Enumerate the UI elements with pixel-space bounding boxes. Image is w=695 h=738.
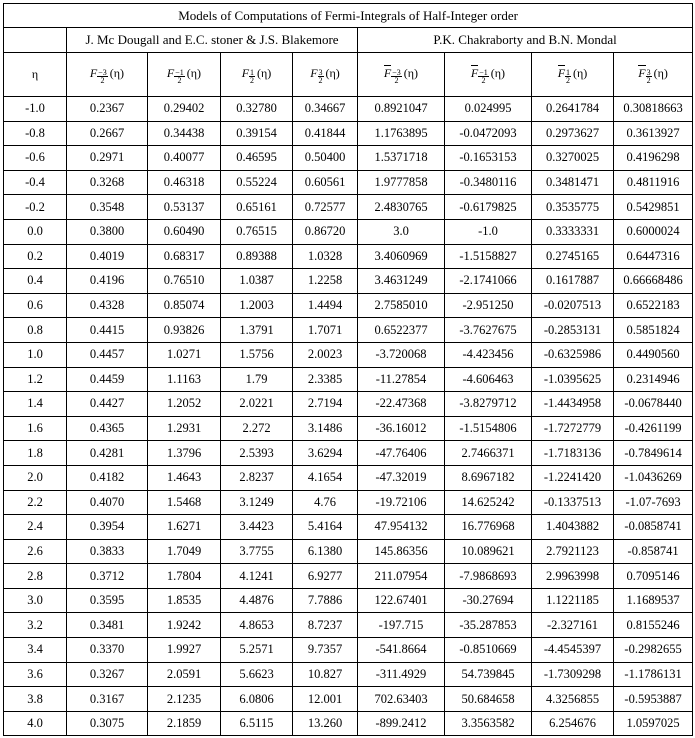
table-cell: 1.1689537	[614, 588, 693, 613]
table-cell: 1.5756	[221, 342, 293, 367]
table-cell: 5.6623	[221, 662, 293, 687]
table-cell: -899.2412	[358, 711, 445, 736]
table-cell: 6.0806	[221, 687, 293, 712]
table-row	[4, 687, 693, 712]
table-cell: 0.66668486	[614, 269, 693, 294]
table-cell: 2.9963998	[532, 564, 614, 589]
table-cell: 0.41844	[293, 121, 358, 146]
table-cell: 0.4019	[67, 244, 148, 269]
eta-value-cell: 0.6	[4, 293, 67, 318]
table-cell: 0.46595	[221, 146, 293, 171]
table-cell: 1.0328	[293, 244, 358, 269]
table-cell: -0.3480116	[445, 170, 532, 195]
table-cell: 3.4060969	[358, 244, 445, 269]
table-cell: 0.3481471	[532, 170, 614, 195]
table-cell: 0.30818663	[614, 97, 693, 122]
table-cell: 1.9242	[148, 613, 221, 638]
table-cell: -47.76406	[358, 441, 445, 466]
table-row	[4, 219, 693, 244]
table-row	[4, 441, 693, 466]
eta-value-cell: 2.2	[4, 490, 67, 515]
table-cell: 0.1617887	[532, 269, 614, 294]
table-cell: 0.4365	[67, 416, 148, 441]
table-row	[4, 244, 693, 269]
fermi-integral-column-header: F $\frac{3}{2}$ (η)	[614, 53, 693, 97]
eta-value-cell: 3.6	[4, 662, 67, 687]
table-cell: 8.6967182	[445, 465, 532, 490]
table-cell: 1.2931	[148, 416, 221, 441]
table-row	[4, 367, 693, 392]
table-cell: -0.858741	[614, 539, 693, 564]
eta-value-cell: 2.6	[4, 539, 67, 564]
table-cell: 9.7357	[293, 638, 358, 663]
table-row	[4, 711, 693, 736]
table-cell: 4.1241	[221, 564, 293, 589]
table-row	[4, 170, 693, 195]
table-cell: -4.4545397	[532, 638, 614, 663]
table-cell: 0.89388	[221, 244, 293, 269]
table-cell: -311.4929	[358, 662, 445, 687]
table-cell: 0.3595	[67, 588, 148, 613]
table-cell: 0.4182	[67, 465, 148, 490]
table-cell: 0.3267	[67, 662, 148, 687]
table-cell: 6.254676	[532, 711, 614, 736]
table-cell: 0.85074	[148, 293, 221, 318]
table-cell: 0.4415	[67, 318, 148, 343]
table-cell: 1.4494	[293, 293, 358, 318]
eta-value-cell: 1.4	[4, 392, 67, 417]
table-cell: -1.0436269	[614, 465, 693, 490]
table-cell: -0.8510669	[445, 638, 532, 663]
table-cell: 0.3167	[67, 687, 148, 712]
table-row	[4, 662, 693, 687]
table-cell: 1.5371718	[358, 146, 445, 171]
table-cell: -30.27694	[445, 588, 532, 613]
eta-value-cell: 1.8	[4, 441, 67, 466]
table-cell: -0.4261199	[614, 416, 693, 441]
table-cell: 0.2641784	[532, 97, 614, 122]
table-cell: -1.0	[445, 219, 532, 244]
eta-value-cell: 3.8	[4, 687, 67, 712]
table-cell: 4.1654	[293, 465, 358, 490]
table-cell: -2.1741066	[445, 269, 532, 294]
table-cell: 0.3481	[67, 613, 148, 638]
table-cell: 54.739845	[445, 662, 532, 687]
table-cell: 0.3712	[67, 564, 148, 589]
table-cell: 1.9777858	[358, 170, 445, 195]
table-cell: 50.684658	[445, 687, 532, 712]
table-cell: 0.6522183	[614, 293, 693, 318]
table-cell: 0.4427	[67, 392, 148, 417]
eta-value-cell: 4.0	[4, 711, 67, 736]
table-cell: -3.8279712	[445, 392, 532, 417]
table-cell: 5.2571	[221, 638, 293, 663]
eta-value-cell: -0.6	[4, 146, 67, 171]
table-cell: 1.6271	[148, 515, 221, 540]
table-cell: 0.3613927	[614, 121, 693, 146]
table-cell: 0.6522377	[358, 318, 445, 343]
table-cell: -2.327161	[532, 613, 614, 638]
table-body	[4, 97, 693, 736]
table-cell: 3.4631249	[358, 269, 445, 294]
eta-value-cell: 1.6	[4, 416, 67, 441]
table-row	[4, 539, 693, 564]
table-cell: 4.4876	[221, 588, 293, 613]
table-cell: 3.1249	[221, 490, 293, 515]
table-cell: 2.5393	[221, 441, 293, 466]
table-cell: 0.3075	[67, 711, 148, 736]
table-row	[4, 392, 693, 417]
table-cell: 0.3548	[67, 195, 148, 220]
table-cell: 0.4459	[67, 367, 148, 392]
fermi-integral-column-header: F $\frac{-3}{2}$ (η)	[358, 53, 445, 97]
table-cell: -1.07-7693	[614, 490, 693, 515]
table-cell: 1.2003	[221, 293, 293, 318]
table-cell: -35.287853	[445, 613, 532, 638]
table-cell: -0.1653153	[445, 146, 532, 171]
table-cell: 1.3791	[221, 318, 293, 343]
table-cell: 1.4043882	[532, 515, 614, 540]
table-cell: 0.53137	[148, 195, 221, 220]
table-cell: 2.272	[221, 416, 293, 441]
eta-value-cell: 3.2	[4, 613, 67, 638]
table-cell: 8.7237	[293, 613, 358, 638]
table-cell: 1.1763895	[358, 121, 445, 146]
table-cell: -0.7849614	[614, 441, 693, 466]
group-header-mcdougall-blakemore: J. Mc Dougall and E.C. stoner & J.S. Blakemore	[67, 28, 358, 53]
table-cell: 7.7886	[293, 588, 358, 613]
table-cell: 0.72577	[293, 195, 358, 220]
table-cell: 0.4490560	[614, 342, 693, 367]
table-cell: -47.32019	[358, 465, 445, 490]
eta-value-cell: 2.0	[4, 465, 67, 490]
table-cell: 1.2052	[148, 392, 221, 417]
table-cell: -0.0678440	[614, 392, 693, 417]
table-cell: 2.4830765	[358, 195, 445, 220]
table-cell: 0.024995	[445, 97, 532, 122]
table-cell: 702.63403	[358, 687, 445, 712]
table-cell: 2.1859	[148, 711, 221, 736]
table-cell: -0.0472093	[445, 121, 532, 146]
table-cell: 0.3833	[67, 539, 148, 564]
table-row	[4, 269, 693, 294]
table-cell: -1.4434958	[532, 392, 614, 417]
table-title: Models of Computations of Fermi-Integrals of Half-Integer order	[4, 4, 693, 28]
table-cell: 0.3800	[67, 219, 148, 244]
table-cell: 16.776968	[445, 515, 532, 540]
table-cell: 0.39154	[221, 121, 293, 146]
table-cell: -0.5953887	[614, 687, 693, 712]
table-cell: 0.2667	[67, 121, 148, 146]
table-cell: 4.8653	[221, 613, 293, 638]
table-cell: -1.5158827	[445, 244, 532, 269]
table-cell: 145.86356	[358, 539, 445, 564]
table-cell: -0.0207513	[532, 293, 614, 318]
table-cell: 0.68317	[148, 244, 221, 269]
table-cell: 2.7921123	[532, 539, 614, 564]
fermi-integral-column-header: F $\frac{-1}{2}$ (η)	[445, 53, 532, 97]
table-row	[4, 416, 693, 441]
table-cell: 1.1221185	[532, 588, 614, 613]
table-cell: 0.86720	[293, 219, 358, 244]
table-cell: 3.4423	[221, 515, 293, 540]
table-row	[4, 564, 693, 589]
table-cell: 0.55224	[221, 170, 293, 195]
table-cell: 0.2314946	[614, 367, 693, 392]
table-cell: 10.089621	[445, 539, 532, 564]
table-cell: 0.8155246	[614, 613, 693, 638]
table-cell: 2.7466371	[445, 441, 532, 466]
table-cell: 0.2971	[67, 146, 148, 171]
table-cell: -1.1786131	[614, 662, 693, 687]
table-cell: -197.715	[358, 613, 445, 638]
eta-value-cell: 2.8	[4, 564, 67, 589]
table-row	[4, 195, 693, 220]
table-cell: 0.6447316	[614, 244, 693, 269]
eta-column-header: η	[4, 53, 67, 97]
table-cell: 0.3270025	[532, 146, 614, 171]
table-cell: 1.2258	[293, 269, 358, 294]
table-cell: 1.0271	[148, 342, 221, 367]
table-cell: 0.2745165	[532, 244, 614, 269]
table-row	[4, 97, 693, 122]
eta-value-cell: 0.2	[4, 244, 67, 269]
table-cell: 6.9277	[293, 564, 358, 589]
table-cell: 2.3385	[293, 367, 358, 392]
table-row	[4, 121, 693, 146]
table-cell: 0.34667	[293, 97, 358, 122]
table-cell: 5.4164	[293, 515, 358, 540]
eta-value-cell: 0.0	[4, 219, 67, 244]
group-header-chakraborty-mondal: P.K. Chakraborty and B.N. Mondal	[358, 28, 693, 53]
table-row	[4, 146, 693, 171]
table-cell: 4.76	[293, 490, 358, 515]
table-cell: 0.34438	[148, 121, 221, 146]
table-cell: 0.4811916	[614, 170, 693, 195]
table-cell: -7.9868693	[445, 564, 532, 589]
eta-value-cell: 1.0	[4, 342, 67, 367]
table-cell: 0.2367	[67, 97, 148, 122]
table-cell: 2.0221	[221, 392, 293, 417]
table-cell: 3.0	[358, 219, 445, 244]
table-cell: 3.3563582	[445, 711, 532, 736]
table-cell: 1.1163	[148, 367, 221, 392]
table-cell: 6.1380	[293, 539, 358, 564]
table-cell: 0.3268	[67, 170, 148, 195]
table-cell: 0.3535775	[532, 195, 614, 220]
table-cell: 0.50400	[293, 146, 358, 171]
table-row	[4, 293, 693, 318]
table-cell: -22.47368	[358, 392, 445, 417]
table-cell: -4.606463	[445, 367, 532, 392]
fermi-integral-column-header: F $\frac{-1}{2}$ (η)	[148, 53, 221, 97]
table-cell: -0.0858741	[614, 515, 693, 540]
table-cell: 12.001	[293, 687, 358, 712]
table-cell: 0.32780	[221, 97, 293, 122]
table-cell: 1.4643	[148, 465, 221, 490]
table-cell: 3.7755	[221, 539, 293, 564]
table-cell: 10.827	[293, 662, 358, 687]
table-cell: 2.8237	[221, 465, 293, 490]
table-cell: 0.3370	[67, 638, 148, 663]
table-row	[4, 318, 693, 343]
table-cell: 3.1486	[293, 416, 358, 441]
table-row	[4, 515, 693, 540]
table-row	[4, 465, 693, 490]
eta-value-cell: -0.4	[4, 170, 67, 195]
table-cell: 2.7194	[293, 392, 358, 417]
eta-value-cell: 3.0	[4, 588, 67, 613]
table-cell: -0.6179825	[445, 195, 532, 220]
table-cell: -3.720068	[358, 342, 445, 367]
table-row	[4, 638, 693, 663]
eta-value-cell: 2.4	[4, 515, 67, 540]
table-cell: 211.07954	[358, 564, 445, 589]
table-cell: 0.4196298	[614, 146, 693, 171]
table-cell: 0.60490	[148, 219, 221, 244]
table-cell: -0.6325986	[532, 342, 614, 367]
table-cell: 0.5851824	[614, 318, 693, 343]
table-cell: 0.40077	[148, 146, 221, 171]
table-cell: 1.79	[221, 367, 293, 392]
eta-value-cell: 3.4	[4, 638, 67, 663]
table-cell: -1.2241420	[532, 465, 614, 490]
eta-value-cell: 0.4	[4, 269, 67, 294]
table-cell: 0.7095146	[614, 564, 693, 589]
table-cell: -4.423456	[445, 342, 532, 367]
table-cell: -1.7183136	[532, 441, 614, 466]
table-cell: 0.46318	[148, 170, 221, 195]
table-cell: -2.951250	[445, 293, 532, 318]
table-cell: 0.4070	[67, 490, 148, 515]
table-cell: -36.16012	[358, 416, 445, 441]
eta-value-cell: -1.0	[4, 97, 67, 122]
table-cell: 0.76515	[221, 219, 293, 244]
table-cell: 1.0597025	[614, 711, 693, 736]
eta-value-cell: 1.2	[4, 367, 67, 392]
table-cell: 14.625242	[445, 490, 532, 515]
table-cell: -0.1337513	[532, 490, 614, 515]
table-cell: 0.4457	[67, 342, 148, 367]
table-cell: 0.6000024	[614, 219, 693, 244]
table-cell: 1.7804	[148, 564, 221, 589]
table-cell: 4.3256855	[532, 687, 614, 712]
table-cell: 13.260	[293, 711, 358, 736]
table-cell: 1.7071	[293, 318, 358, 343]
table-cell: -1.0395625	[532, 367, 614, 392]
table-cell: 0.65161	[221, 195, 293, 220]
eta-value-cell: -0.2	[4, 195, 67, 220]
table-cell: 0.4281	[67, 441, 148, 466]
table-cell: 0.29402	[148, 97, 221, 122]
table-cell: -0.2853131	[532, 318, 614, 343]
fermi-integral-column-header: F $\frac{1}{2}$ (η)	[221, 53, 293, 97]
table-cell: 1.7049	[148, 539, 221, 564]
eta-value-cell: 0.8	[4, 318, 67, 343]
fermi-integrals-table	[3, 3, 693, 736]
table-cell: 0.76510	[148, 269, 221, 294]
blank-corner-cell	[4, 28, 67, 53]
table-cell: -19.72106	[358, 490, 445, 515]
table-row	[4, 342, 693, 367]
table-cell: 1.9927	[148, 638, 221, 663]
table-cell: -1.7309298	[532, 662, 614, 687]
table-cell: 0.4196	[67, 269, 148, 294]
table-cell: 0.2973627	[532, 121, 614, 146]
table-cell: 6.5115	[221, 711, 293, 736]
table-cell: -0.2982655	[614, 638, 693, 663]
table-cell: 3.6294	[293, 441, 358, 466]
fermi-integral-column-header: F $\frac{1}{2}$ (η)	[532, 53, 614, 97]
table-cell: 2.0591	[148, 662, 221, 687]
fermi-integral-column-header: F $\frac{3}{2}$ (η)	[293, 53, 358, 97]
table-row	[4, 588, 693, 613]
table-cell: -541.8664	[358, 638, 445, 663]
table-cell: 0.60561	[293, 170, 358, 195]
table-row	[4, 613, 693, 638]
table-cell: 0.8921047	[358, 97, 445, 122]
table-cell: 122.67401	[358, 588, 445, 613]
fermi-integral-column-header: F $\frac{-3}{2}$ (η)	[67, 53, 148, 97]
table-cell: 2.0023	[293, 342, 358, 367]
table-cell: -1.7272779	[532, 416, 614, 441]
table-cell: 0.3954	[67, 515, 148, 540]
eta-value-cell: -0.8	[4, 121, 67, 146]
table-cell: 2.7585010	[358, 293, 445, 318]
table-cell: -1.5154806	[445, 416, 532, 441]
table-cell: 0.93826	[148, 318, 221, 343]
table-cell: 1.3796	[148, 441, 221, 466]
table-cell: 1.0387	[221, 269, 293, 294]
table-cell: 1.8535	[148, 588, 221, 613]
table-cell: 1.5468	[148, 490, 221, 515]
table-cell: 2.1235	[148, 687, 221, 712]
table-cell: 47.954132	[358, 515, 445, 540]
table-cell: 0.3333331	[532, 219, 614, 244]
table-cell: -3.7627675	[445, 318, 532, 343]
table-row	[4, 490, 693, 515]
table-cell: -11.27854	[358, 367, 445, 392]
table-cell: 0.5429851	[614, 195, 693, 220]
table-cell: 0.4328	[67, 293, 148, 318]
